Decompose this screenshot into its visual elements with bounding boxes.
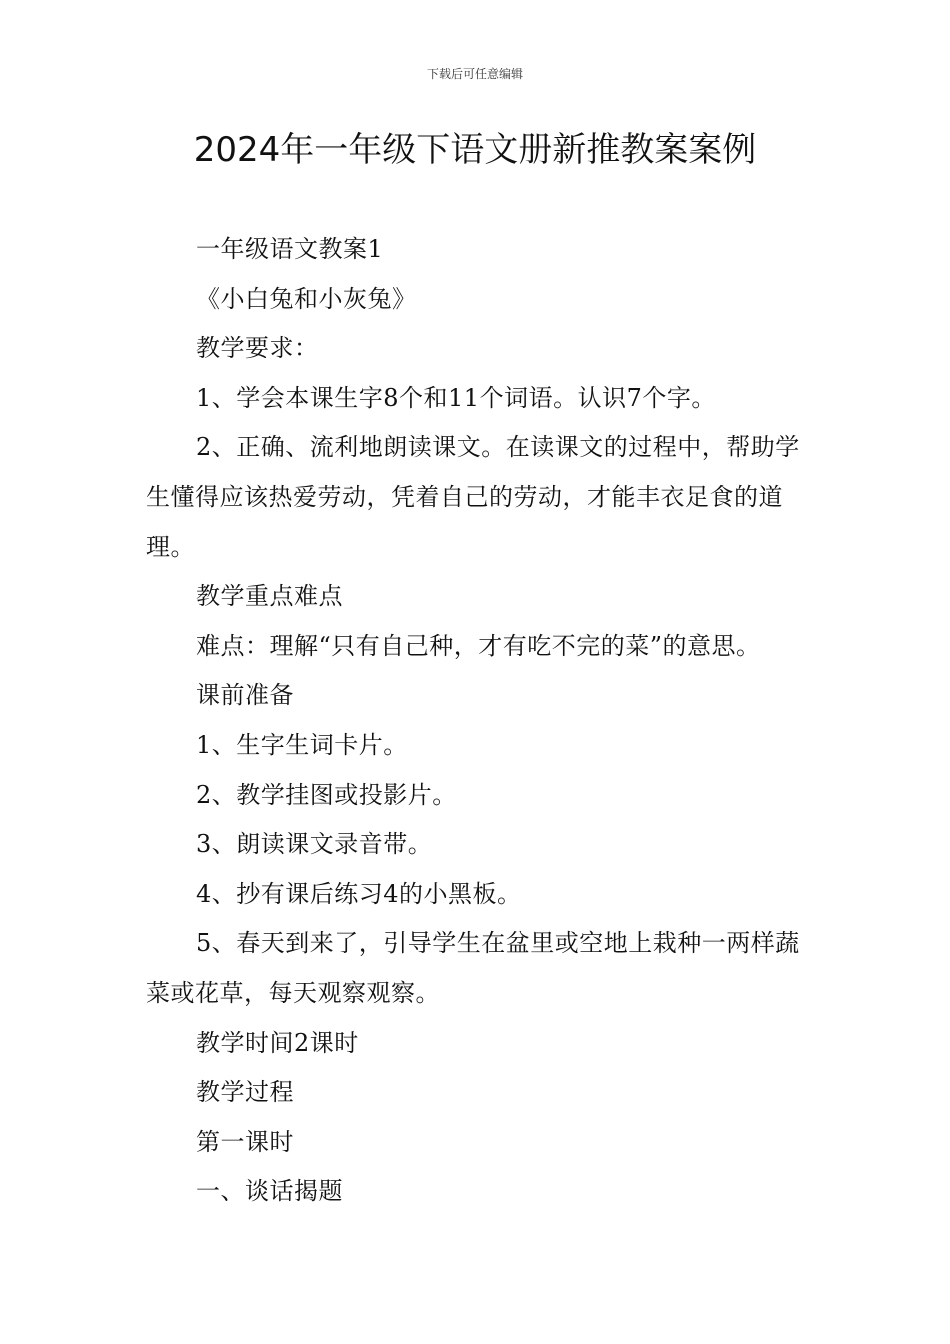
paragraph-lesson-plan-heading: 一年级语文教案1 <box>196 235 384 263</box>
paragraph-preparation-4: 4、抄有课后练习4的小黑板。 <box>196 879 522 908</box>
header-note: 下载后可任意编辑 <box>426 67 523 81</box>
paragraph-requirement-2: 2、正确、流利地朗读课文。在读课文的过程中，帮助学生懂得应该热爱劳动，凭着自己的劳动，才能丰衣足食的道理。 <box>146 433 800 561</box>
paragraph-section-1: 一、谈话揭题 <box>196 1177 343 1206</box>
paragraph-preparation-2: 2、教学挂图或投影片。 <box>196 780 457 809</box>
document-title: 2024年一年级下语文册新推教案案例 <box>193 130 757 170</box>
document-body <box>146 225 810 1217</box>
paragraph-process-heading: 教学过程 <box>196 1078 294 1107</box>
paragraph-preparation-5: 5、春天到来了，引导学生在盆里或空地上栽种一两样蔬菜或花草，每天观察观察。 <box>146 929 800 1007</box>
paragraph-preparation-3: 3、朗读课文录音带。 <box>196 830 433 859</box>
paragraph-preparation-1: 1、生字生词卡片。 <box>196 730 408 759</box>
paragraph-first-lesson: 第一课时 <box>196 1127 294 1156</box>
paragraph-lesson-title: 《小白兔和小灰兔》 <box>196 284 417 313</box>
paragraph-requirements-heading: 教学要求： <box>196 334 319 363</box>
paragraph-requirement-1: 1、学会本课生字8个和11个词语。认识7个字。 <box>196 383 716 412</box>
paragraph-teaching-time: 教学时间2课时 <box>196 1028 359 1057</box>
paragraph-key-points-heading: 教学重点难点 <box>196 582 343 611</box>
paragraph-preparation-heading: 课前准备 <box>196 681 294 710</box>
paragraph-difficulty: 难点：理解“只有自己种，才有吃不完的菜”的意思。 <box>196 631 761 660</box>
